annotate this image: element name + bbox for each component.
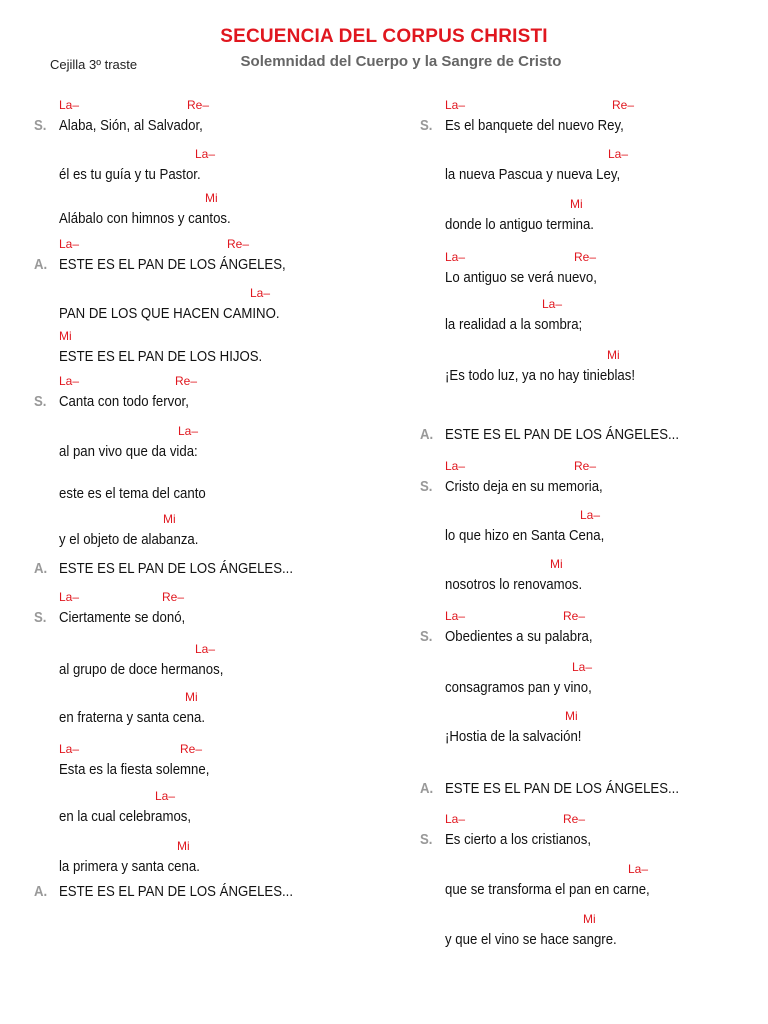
- chord-label: La–: [59, 237, 80, 251]
- lyric-line: y el objeto de alabanza.: [59, 531, 199, 548]
- chord-label: La–: [155, 789, 176, 803]
- lyric-line: Ciertamente se donó,: [59, 609, 186, 626]
- chord-label: La–: [628, 862, 649, 876]
- chord-label: La–: [542, 297, 563, 311]
- lyric-line: Alaba, Sión, al Salvador,: [59, 117, 203, 134]
- section-marker: S.: [420, 478, 433, 495]
- chord-label: La–: [572, 660, 593, 674]
- chord-label: La–: [195, 642, 216, 656]
- lyric-line: Cristo deja en su memoria,: [445, 478, 603, 495]
- chord-label: Mi: [163, 512, 176, 526]
- lyric-line: ¡Hostia de la salvación!: [445, 728, 582, 745]
- chord-label: La–: [608, 147, 629, 161]
- chord-label: Re–: [227, 237, 250, 251]
- lyric-line: Canta con todo fervor,: [59, 393, 189, 410]
- lyric-line: la nueva Pascua y nueva Ley,: [445, 166, 621, 183]
- lyric-line: ESTE ES EL PAN DE LOS ÁNGELES...: [445, 426, 680, 443]
- lyric-line: ESTE ES EL PAN DE LOS HIJOS.: [59, 348, 263, 365]
- lyric-line: que se transforma el pan en carne,: [445, 881, 650, 898]
- lyric-line: en fraterna y santa cena.: [59, 709, 206, 726]
- chord-label: La–: [445, 98, 466, 112]
- lyric-line: Esta es la fiesta solemne,: [59, 761, 210, 778]
- lyric-line: nosotros lo renovamos.: [445, 576, 583, 593]
- chord-label: Mi: [205, 191, 218, 205]
- chord-label: La–: [445, 459, 466, 473]
- chord-label: Mi: [59, 329, 72, 343]
- section-marker: S.: [420, 831, 433, 848]
- lyric-line: Obedientes a su palabra,: [445, 628, 593, 645]
- lyric-line: y que el vino se hace sangre.: [445, 931, 617, 948]
- chord-label: Re–: [574, 250, 597, 264]
- chord-label: Mi: [177, 839, 190, 853]
- lyric-line: este es el tema del canto: [59, 485, 206, 502]
- chord-label: Re–: [563, 609, 586, 623]
- section-marker: S.: [34, 393, 47, 410]
- section-marker: A.: [420, 426, 434, 443]
- lyric-line: Lo antiguo se verá nuevo,: [445, 269, 597, 286]
- lyric-line: ¡Es todo luz, ya no hay tinieblas!: [445, 367, 636, 384]
- chord-label: La–: [59, 742, 80, 756]
- chord-label: Re–: [563, 812, 586, 826]
- lyric-line: PAN DE LOS QUE HACEN CAMINO.: [59, 305, 280, 322]
- lyric-line: la realidad a la sombra;: [445, 316, 583, 333]
- lyric-line: consagramos pan y vino,: [445, 679, 592, 696]
- lyric-line: Alábalo con himnos y cantos.: [59, 210, 231, 227]
- chord-label: La–: [59, 374, 80, 388]
- chord-label: Re–: [612, 98, 635, 112]
- chord-label: La–: [59, 590, 80, 604]
- chord-label: Mi: [185, 690, 198, 704]
- chord-label: Mi: [570, 197, 583, 211]
- chord-label: Mi: [565, 709, 578, 723]
- lyric-line: lo que hizo en Santa Cena,: [445, 527, 605, 544]
- chord-label: La–: [445, 250, 466, 264]
- chord-label: La–: [178, 424, 199, 438]
- lyric-line: ESTE ES EL PAN DE LOS ÁNGELES...: [445, 780, 680, 797]
- chord-label: La–: [445, 609, 466, 623]
- lyric-line: ESTE ES EL PAN DE LOS ÁNGELES,: [59, 256, 286, 273]
- lyric-line: él es tu guía y tu Pastor.: [59, 166, 201, 183]
- section-marker: S.: [420, 628, 433, 645]
- lyric-line: Es cierto a los cristianos,: [445, 831, 591, 848]
- chord-label: Mi: [550, 557, 563, 571]
- chord-label: La–: [445, 812, 466, 826]
- chord-label: Re–: [175, 374, 198, 388]
- lyric-line: al pan vivo que da vida:: [59, 443, 198, 460]
- page-title: SECUENCIA DEL CORPUS CHRISTI: [220, 26, 548, 47]
- lyric-line: Es el banquete del nuevo Rey,: [445, 117, 624, 134]
- section-marker: S.: [34, 609, 47, 626]
- section-marker: A.: [34, 883, 48, 900]
- capo-note: Cejilla 3º traste: [50, 57, 138, 72]
- chord-label: Re–: [162, 590, 185, 604]
- chord-label: Re–: [180, 742, 203, 756]
- chord-label: La–: [195, 147, 216, 161]
- section-marker: A.: [34, 256, 48, 273]
- lyric-line: en la cual celebramos,: [59, 808, 192, 825]
- chord-label: Re–: [574, 459, 597, 473]
- chord-label: La–: [59, 98, 80, 112]
- lyric-line: ESTE ES EL PAN DE LOS ÁNGELES...: [59, 560, 294, 577]
- section-marker: A.: [34, 560, 48, 577]
- chord-label: Re–: [187, 98, 210, 112]
- section-marker: A.: [420, 780, 434, 797]
- chord-label: La–: [250, 286, 271, 300]
- chord-label: La–: [580, 508, 601, 522]
- lyric-line: la primera y santa cena.: [59, 858, 200, 875]
- lyric-line: al grupo de doce hermanos,: [59, 661, 224, 678]
- lyric-line: donde lo antiguo termina.: [445, 216, 594, 233]
- page-subtitle: Solemnidad del Cuerpo y la Sangre de Cristo: [240, 53, 562, 70]
- chord-label: Mi: [607, 348, 620, 362]
- section-marker: S.: [34, 117, 47, 134]
- lyric-line: ESTE ES EL PAN DE LOS ÁNGELES...: [59, 883, 294, 900]
- section-marker: S.: [420, 117, 433, 134]
- chord-label: Mi: [583, 912, 596, 926]
